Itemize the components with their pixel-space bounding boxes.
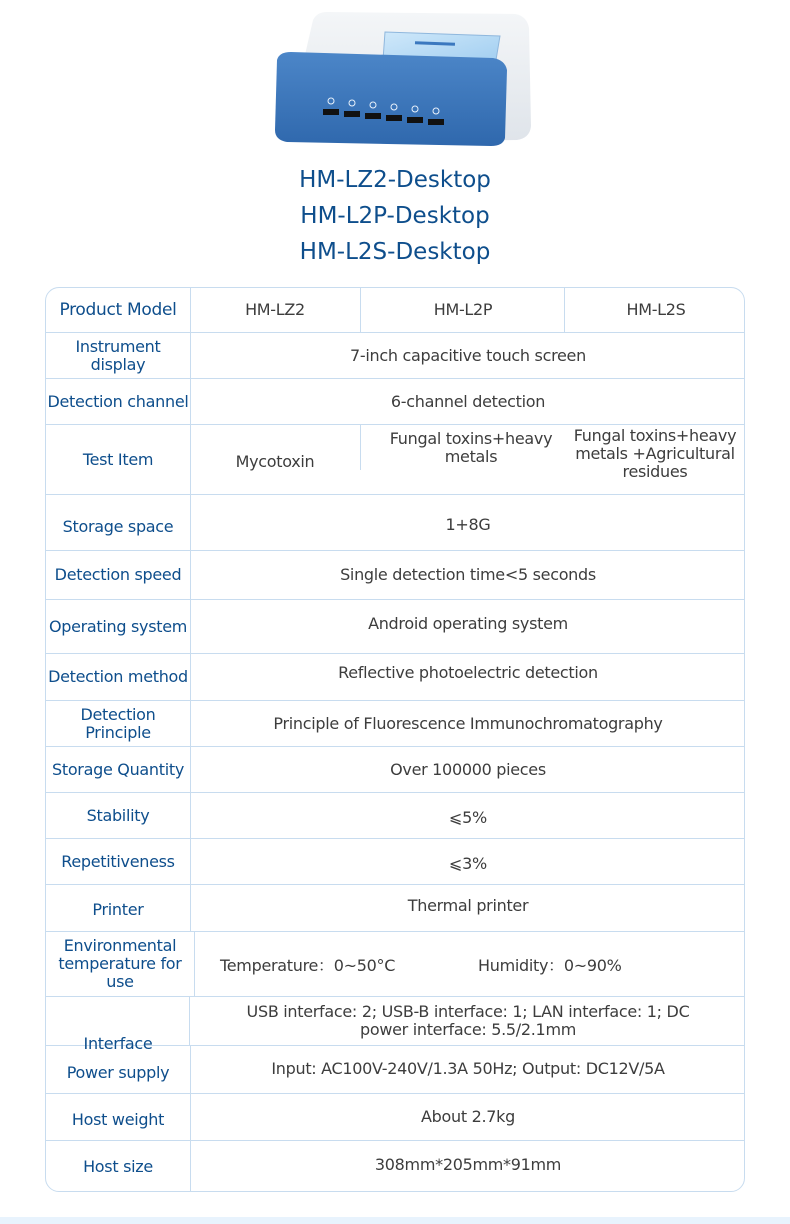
row-label: Repetitiveness xyxy=(46,839,191,884)
temperature-range: Temperature：0~50°C xyxy=(220,956,396,975)
model-titles xyxy=(0,162,790,270)
table-row xyxy=(46,747,745,793)
row-label: Printer xyxy=(46,885,191,931)
row-value: Over 100000 pieces xyxy=(390,759,546,779)
table-row xyxy=(46,793,745,839)
row-value: Input: AC100V-240V/1.3A 50Hz; Output: DC12V/5A xyxy=(271,1058,665,1078)
row-value: Thermal printer xyxy=(407,896,529,915)
row-value: Mycotoxin xyxy=(235,451,315,471)
row-value: ⩽3% xyxy=(449,853,487,873)
row-value: Fungal toxins+heavy metals +Agricultural residues xyxy=(573,425,737,481)
row-value: 1+8G xyxy=(445,514,491,534)
table-row xyxy=(46,551,745,600)
model-title: HM-L2P-Desktop xyxy=(300,203,490,229)
row-label: Detection method xyxy=(46,654,191,700)
device-front-panel xyxy=(275,52,507,146)
model-column-header: HM-LZ2 xyxy=(245,300,305,319)
row-label: Host size xyxy=(46,1141,191,1192)
table-row xyxy=(46,1141,745,1192)
model-title: HM-L2S-Desktop xyxy=(299,239,491,265)
table-row xyxy=(46,885,745,932)
row-value: ⩽5% xyxy=(449,807,487,827)
row-value: About 2.7kg xyxy=(421,1107,515,1126)
row-value: Fungal toxins+heavy metals xyxy=(360,425,581,470)
table-row xyxy=(46,495,745,551)
table-row xyxy=(46,932,745,997)
row-value: Principle of Fluorescence Immunochromatography xyxy=(273,713,663,733)
row-value: Reflective photoelectric detection xyxy=(338,663,598,682)
row-label: Detection speed xyxy=(46,551,191,599)
table-row xyxy=(46,701,745,747)
row-label: Storage space xyxy=(46,495,191,550)
row-value xyxy=(190,932,745,996)
table-row xyxy=(46,997,745,1053)
table-row xyxy=(46,1046,745,1094)
spec-table xyxy=(45,287,745,1192)
row-label: Environmental temperature for use xyxy=(46,932,195,996)
table-row xyxy=(46,425,745,495)
model-column-header: HM-L2S xyxy=(564,288,745,332)
row-label: Detection channel xyxy=(46,379,191,424)
table-row xyxy=(46,1094,745,1141)
row-value: 6-channel detection xyxy=(390,391,546,411)
row-value: USB interface: 2; USB-B interface: 1; LAN interface: 1; DC power interface: 5.5/2.1mm xyxy=(246,1002,690,1039)
model-column-header: HM-L2P xyxy=(360,288,565,332)
humidity-range: Humidity：0~90% xyxy=(478,956,622,975)
row-label: Storage Quantity xyxy=(46,747,191,792)
footer-band xyxy=(0,1217,790,1224)
row-label: Test Item xyxy=(46,425,191,494)
product-image xyxy=(265,8,535,148)
row-label: Detection Principle xyxy=(46,701,191,746)
row-value: 7-inch capacitive touch screen xyxy=(350,345,586,365)
row-label: Interface xyxy=(83,1034,153,1053)
row-label: Host weight xyxy=(46,1094,191,1140)
model-title: HM-LZ2-Desktop xyxy=(299,167,491,193)
row-label: Power supply xyxy=(46,1046,191,1093)
row-label: Operating system xyxy=(46,600,191,653)
row-value: 308mm*205mm*91mm xyxy=(374,1155,562,1174)
table-row xyxy=(46,654,745,701)
row-label: Product Model xyxy=(46,288,191,332)
row-label: Stability xyxy=(46,793,191,838)
table-row xyxy=(46,379,745,425)
table-row xyxy=(46,333,745,379)
row-value: Android operating system xyxy=(368,613,568,633)
table-row xyxy=(46,600,745,654)
row-value: Single detection time<5 seconds xyxy=(340,565,596,584)
table-header-row xyxy=(46,288,745,333)
table-row xyxy=(46,839,745,885)
row-label: Instrument display xyxy=(46,333,191,378)
